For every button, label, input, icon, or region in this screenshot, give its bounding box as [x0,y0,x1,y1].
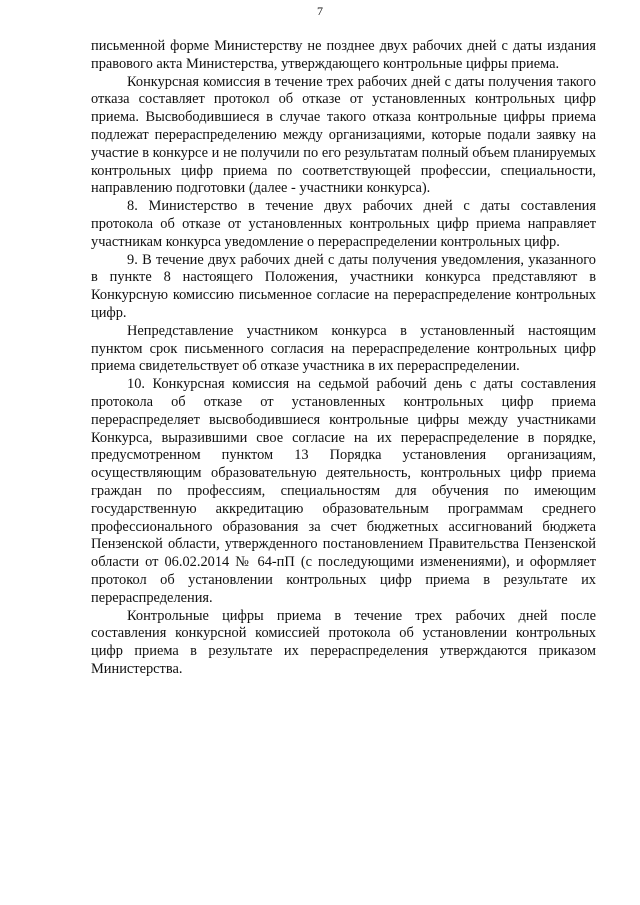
paragraph-item-8: 8. Министерство в течение двух рабочих дней с даты составления протокола об отказе от установленных контрольных цифр приема направляет участникам конкурса уведомление о перераспределении контрольных цифр. [91,198,596,250]
paragraph-item-10: 10. Конкурсная комиссия на седьмой рабочий день с даты составления протокола об отказе от установленных контрольных цифр приема перераспределяет высвободившиеся контрольные цифры между участниками Конкурса, выразившими свое согласие на их перераспределение в порядке, предусмотренном пунктом 13 Порядка установления организациям, осуществляющим образовательную деятельность, контрольных цифр приема граждан по профессиям, специальностям для обучения по имеющим государственную аккредитацию образовательным программам среднего профессионального образования за счет бюджетных ассигнований бюджета Пензенской области, утвержденного постановлением Правительства Пензенской области от 06.02.2014 № 64-пП (с последующими изменениями), и оформляет протокол об установлении контрольных цифр приема в результате их перераспределения. [91,376,596,606]
document-body [91,38,596,679]
paragraph-item-9: 9. В течение двух рабочих дней с даты получения уведомления, указанного в пункте 8 настоящего Положения, участники конкурса представляют в Конкурсную комиссию письменное согласие на перераспределение контрольных цифр. [91,251,596,321]
paragraph-commission-refusal-protocol: Конкурсная комиссия в течение трех рабочих дней с даты получения такого отказа составляет протокол об отказе от установленных контрольных цифр приема. Высвободившиеся в случае такого отказа контрольные цифры приема подлежат перераспределению между организациями, которые подали заявку на участие в конкурсе и не получили по его результатам полный объем планируемых контрольных цифр приема по соответствующей профессии, специальности, направлению подготовки (далее - участники конкурса). [91,73,596,197]
paragraph-approval: Контрольные цифры приема в течение трех рабочих дней после составления конкурсной комиссией протокола об установлении контрольных цифр приема в результате их перераспределения утверждаются приказом Министерства. [91,607,596,677]
paragraph-continuation: письменной форме Министерству не позднее двух рабочих дней с даты издания правового акта Министерства, утверждающего контрольные цифры приема. [91,38,596,72]
page-number: 7 [317,4,323,18]
paragraph-non-submission: Непредставление участником конкурса в установленный настоящим пунктом срок письменного согласия на перераспределение контрольных цифр приема свидетельствует об отказе участника в их перераспределении. [91,322,596,375]
